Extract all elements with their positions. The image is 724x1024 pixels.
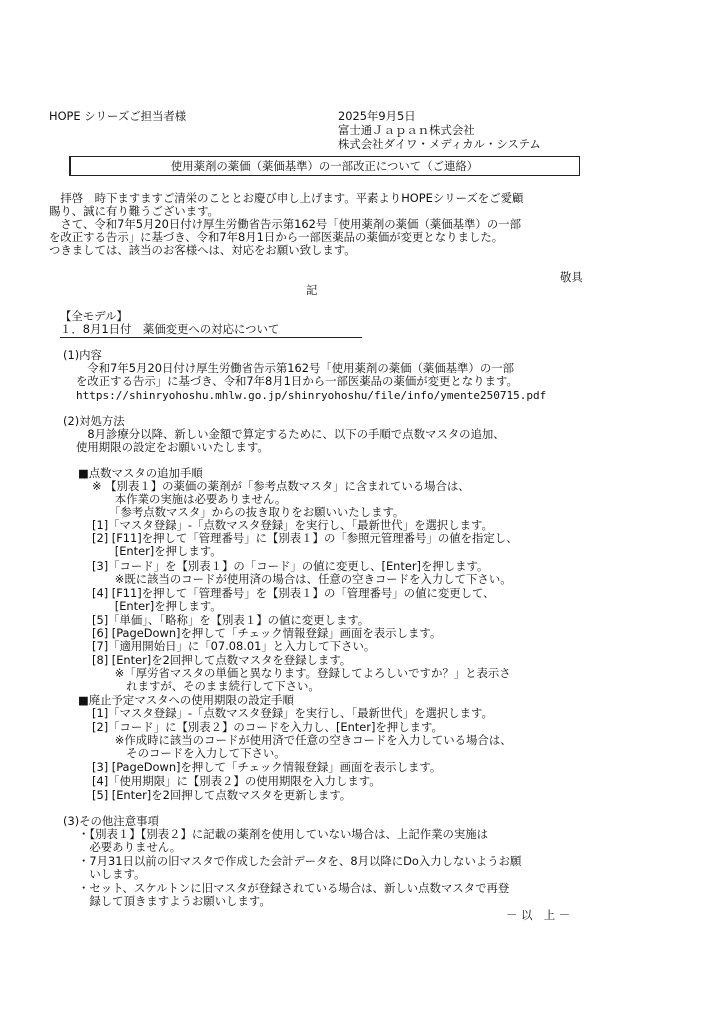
keigu: 敬具 — [560, 270, 583, 284]
company-daiwa: 株式会社ダイワ・メディカル・システム — [338, 137, 541, 151]
greeting-line: 拝啓 時下ますますご清栄のこととお慶び申し上げます。平素よりHOPEシリーズをご愛顧 — [49, 191, 524, 205]
procA-line: [2] [F11]を押して「管理番号」に【別表１】の「参照元管理番号」の値を指定し、 — [92, 531, 518, 545]
procA-line: 本作業の実施は必要ありません。 — [92, 492, 287, 506]
procB-line: そのコードを入力して下さい。 — [92, 746, 286, 760]
procB-line: [3] [PageDown]を押して「チェック情報登録」画面を表示します。 — [92, 760, 442, 774]
procA-line: ※「厚労省マスタの単価と異なります。登録してよろしいですか？」と表示さ — [92, 666, 511, 680]
procB-heading: ■廃止予定マスタへの使用期限の設定手順 — [78, 693, 294, 707]
procA-line: [Enter]を押します。 — [92, 544, 222, 558]
date: 2025年9月5日 — [338, 109, 416, 123]
procA-line: [4] [F11]を押して「管理番号」を【別表１】の「管理番号」の値に変更して、 — [92, 586, 495, 600]
procA-line: [8] [Enter]を2回押して点数マスタを登録します。 — [92, 653, 352, 667]
procA-line: [5]「単価」、「略称」を【別表１】の値に変更します。 — [92, 613, 370, 627]
all-models-label: 【全モデル】 — [60, 309, 128, 323]
s2-line: 使用期限の設定をお願いいたします。 — [76, 440, 269, 454]
ki: 記 — [306, 283, 318, 297]
greeting-line: さて、令和7年5月20日付け厚生労働省告示第162号「使用薬剤の薬価（薬価基準）の一部 — [49, 217, 521, 231]
procA-line: 「参考点数マスタ」からの抜き取りをお願いいたします。 — [92, 505, 405, 519]
s3-line: 必要ありません。 — [78, 840, 182, 854]
ijou: － 以 上 － — [506, 908, 571, 922]
s1-line: を改正する告示」に基づき、令和7年8月1日から一部医薬品の薬価が変更となります。 — [76, 374, 518, 388]
procB-line: [4]「使用期限」に【別表２】の使用期限を入力します。 — [92, 774, 381, 788]
reference-url: https://shinryohoshu.mhlw.go.jp/shinryohoshu/file/info/ymente250715.pdf — [76, 389, 547, 402]
procA-line: れますが、そのまま続行して下さい。 — [92, 679, 320, 693]
greeting-line: 賜り、誠に有り難うございます。 — [49, 204, 219, 218]
greeting-line: を改正する告示」に基づき、令和7年8月1日から一部医薬品の薬価が変更となりました。 — [49, 230, 504, 244]
procB-line: [5] [Enter]を2回押して点数マスタを更新します。 — [92, 788, 352, 802]
s3-line: ・【別表１】【別表２】に記載の薬剤を使用していない場合は、上記作業の実施は — [78, 827, 489, 841]
procA-line: [1]「マスタ登録」-「点数マスタ登録」を実行し、「最新世代」を選択します。 — [92, 518, 493, 532]
s3-line: いします。 — [78, 867, 146, 881]
s3-label: (3)その他注意事項 — [63, 814, 159, 828]
procA-line: [3]「コード」を【別表１】の「コード」の値に変更し、[Enter]を押します。 — [92, 559, 489, 573]
procA-line: ※既に該当のコードが使用済の場合は、任意の空きコードを入力して下さい。 — [92, 572, 512, 586]
s2-line: 8月診療分以降、新しい金額で算定するために、以下の手順で点数マスタの追加、 — [76, 427, 505, 441]
s1-label: (1)内容 — [63, 348, 102, 362]
procA-line: ※ 【別表１】の薬価の薬剤が「参考点数マスタ」に含まれている場合は、 — [92, 479, 470, 493]
procA-heading: ■点数マスタの追加手順 — [78, 466, 203, 480]
procA-line: [7]「適用開始日」に「07.08.01」と入力して下さい。 — [92, 639, 376, 653]
s3-line: ・セット、スケルトンに旧マスタが登録されている場合は、新しい点数マスタで再登 — [78, 881, 510, 895]
s3-line: 録して頂きますようお願いします。 — [78, 894, 271, 908]
procB-line: [1]「マスタ登録」-「点数マスタ登録」を実行し、「最新世代」を選択します。 — [92, 706, 493, 720]
document-title: 使用薬剤の薬価（薬価基準）の一部改正について（ご連絡） — [170, 159, 479, 173]
title-box — [69, 156, 580, 176]
s2-label: (2)対処方法 — [63, 414, 125, 428]
s3-line: ・7月31日以前の旧マスタで作成した会計データを、8月以降にDo入力しないようお願 — [78, 854, 522, 868]
s1-line: 令和7年5月20日付け厚生労働省告示第162号「使用薬剤の薬価（薬価基準）の一部 — [76, 361, 515, 375]
section1-heading: １．8月1日付 薬価変更への対応について — [60, 323, 362, 338]
company-fujitsu: 富士通Ｊａｐａｎ株式会社 — [338, 123, 475, 137]
procA-line: [6] [PageDown]を押して「チェック情報登録」画面を表示します。 — [92, 626, 442, 640]
recipient: HOPE シリーズご担当者様 — [49, 109, 187, 123]
procB-line: [2]「コード」に【別表２】のコードを入力し、[Enter]を押します。 — [92, 720, 443, 734]
greeting-line: つきましては、該当のお客様へは、対応をお願い致します。 — [49, 243, 356, 257]
procA-line: [Enter]を押します。 — [92, 599, 222, 613]
procB-line: ※作成時に該当のコードが使用済で任意の空きコードを入力している場合は、 — [92, 733, 512, 747]
